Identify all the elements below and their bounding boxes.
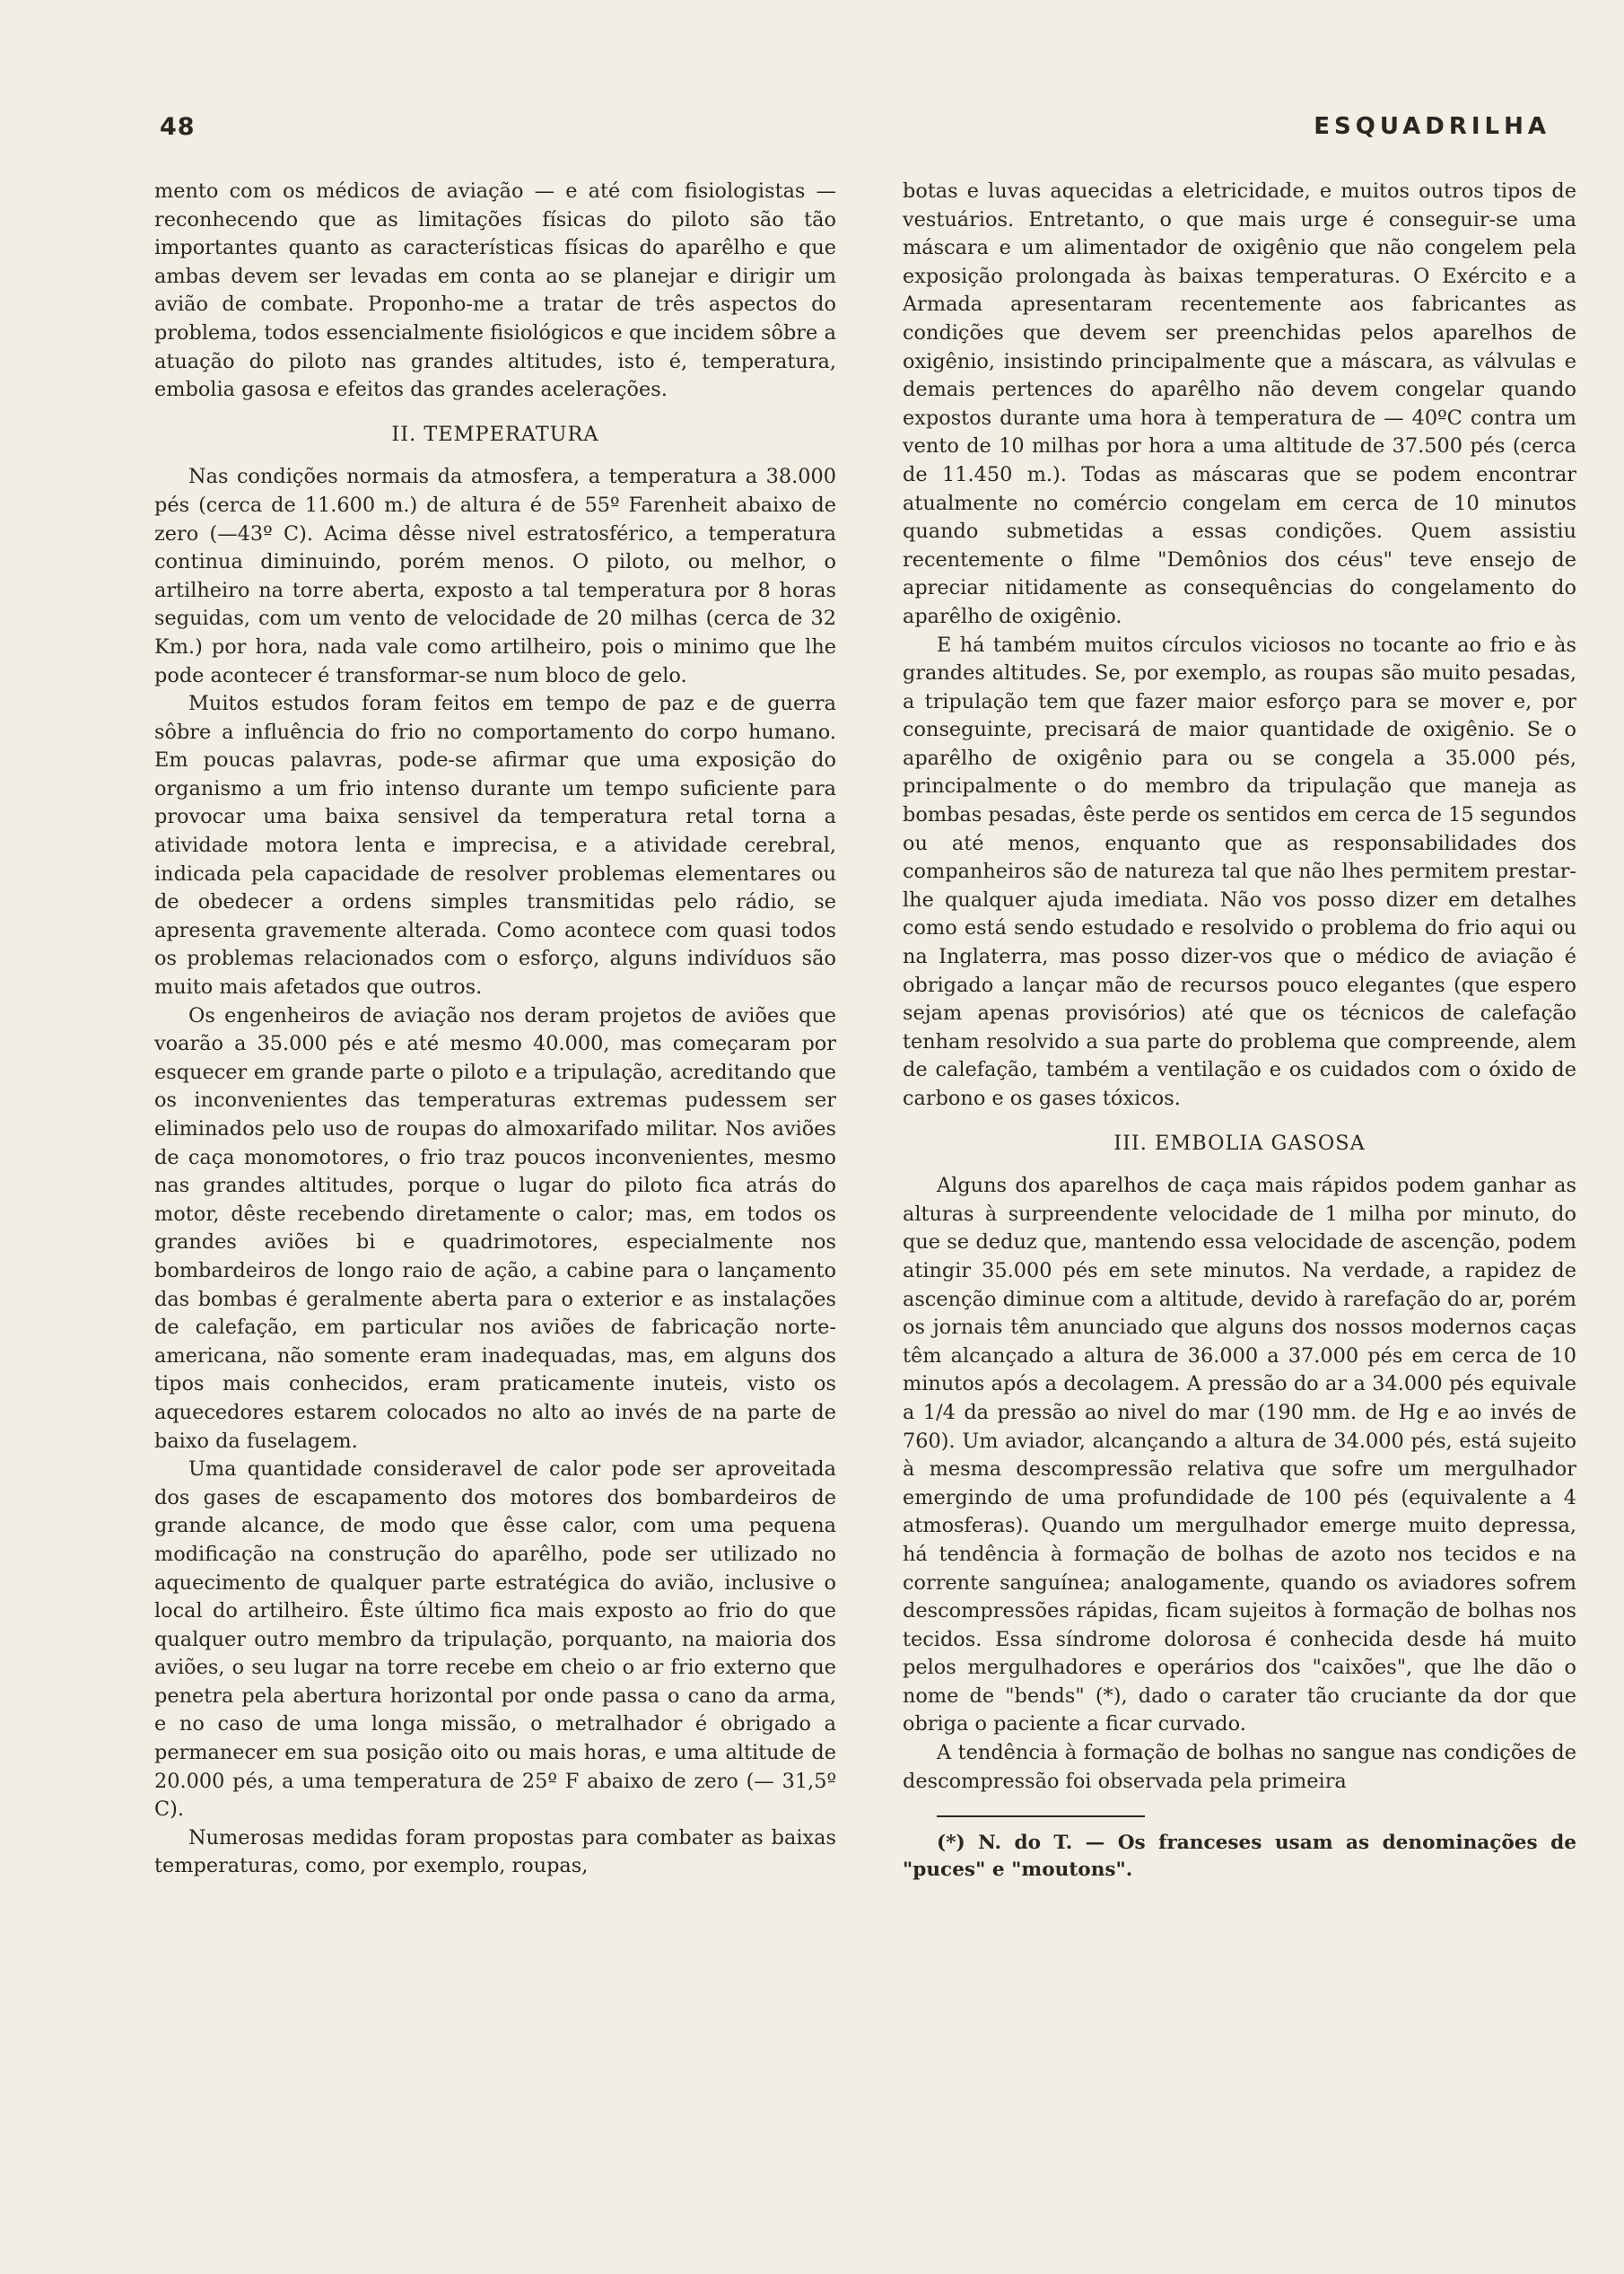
paragraph: botas e luvas aquecidas a eletricidade, e muitos outros tipos de vestuários. Entretanto, o que mais urge é conseguir-se uma máscara e um alimentador de oxigênio que não congelem pela exposição prolongada às baixas temperaturas. O Exército e a Armada apresentaram recentemente aos fabricantes as condições que devem ser preenchidas pelos aparelhos de oxigênio, insistindo principalmente que a máscara, as válvulas e demais pertences do aparêlho não devem congelar quando expostos durante uma hora à temperatura de — 40ºC contra um vento de 10 milhas por hora a uma altitude de 37.500 pés (cerca de 11.450 m.). Todas as máscaras que se podem encontrar atualmente no comércio congelam em cerca de 10 minutos quando submetidas a essas condições. Quem assistiu recentemente o filme "Demônios dos céus" teve ensejo de apreciar nitidamente as consequências do congelamento do aparêlho de oxigênio. xyxy=(903,179,1576,628)
paragraph: A tendência à formação de bolhas no sangue nas condições de descompressão foi observada pela primeira xyxy=(903,1741,1576,1793)
footnote-rule xyxy=(937,1815,1145,1817)
section-heading-temperatura: II. TEMPERATURA xyxy=(391,422,599,446)
section-heading-embolia: III. EMBOLIA GASOSA xyxy=(1113,1131,1366,1155)
right-column xyxy=(903,178,1576,1884)
paragraph: Nas condições normais da atmosfera, a temperatura a 38.000 pés (cerca de 11.600 m.) de altura é de 55º Farenheit abaixo de zero (—43º C). Acima dêsse nivel estratosférico, a temperatura continua diminuindo, porém menos. O piloto, ou melhor, o artilheiro na torre aberta, exposto a tal temperatura por 8 horas seguidas, com um vento de velocidade de 20 milhas (cerca de 32 Km.) por hora, nada vale como artilheiro, pois o minimo que lhe pode acontecer é transformar-se num bloco de gelo. xyxy=(154,465,836,687)
footnote xyxy=(903,1815,1576,1884)
running-title: ESQUADRILHA xyxy=(1314,113,1550,140)
page-number: 48 xyxy=(160,113,196,141)
paragraph: Muitos estudos foram feitos em tempo de paz e de guerra sôbre a influência do frio no comportamento do corpo humano. Em poucas palavras, pode-se afirmar que uma exposição do organismo a um frio intenso durante um tempo suficiente para provocar uma baixa sensivel da temperatura retal torna a atividade motora lenta e imprecisa, e a atividade cerebral, indicada pela capacidade de resolver problemas elementares ou de obedecer a ordens simples transmitidas pelo rádio, se apresenta gravemente alterada. Como acontece com quasi todos os problemas relacionados com o esforço, alguns indivíduos são muito mais afetados que outros. xyxy=(154,692,836,1000)
left-column xyxy=(154,178,836,1881)
paragraph: Alguns dos aparelhos de caça mais rápidos podem ganhar as alturas à surpreendente velocidade de 1 milha por minuto, do que se deduz que, mantendo essa velocidade de ascenção, podem atingir 35.000 pés em sete minutos. Na verdade, a rapidez de ascenção diminue com a altitude, devido à rarefação do ar, porém os jornais têm anunciado que alguns dos nossos modernos caças têm alcançado a altura de 36.000 a 37.000 pés em cerca de 10 minutos após a decolagem. A pressão do ar a 34.000 pés equivale a 1/4 da pressão ao nivel do mar (190 mm. de Hg e ao invés de 760). Um aviador, alcançando a altura de 34.000 pés, está sujeito à mesma descompressão relativa que sofre um mergulhador emergindo de uma profundidade de 100 pés (equivalente a 4 atmosferas). Quando um mergulhador emerge muito depressa, há tendência à formação de bolhas de azoto nos tecidos e na corrente sanguínea; analogamente, quando os aviadores sofrem descompressões rápidas, ficam sujeitos à formação de bolhas nos tecidos. Essa síndrome dolorosa é conhecida desde há muito pelos mergulhadores e operários dos "caixões", que lhe dão o nome de "bends" (*), dado o carater tão cruciante da dor que obriga o paciente a ficar curvado. xyxy=(903,1174,1576,1736)
paragraph: Os engenheiros de aviação nos deram projetos de aviões que voarão a 35.000 pés e até mesmo 40.000, mas começaram por esquecer em grande parte o piloto e a tripulação, acreditando que os inconvenientes das temperaturas extremas pudessem ser eliminados pelo uso de roupas do almoxarifado militar. Nos aviões de caça monomotores, o frio traz poucos inconvenientes, mesmo nas grandes altitudes, porque o lugar do piloto fica atrás do motor, dêste recebendo diretamente o calor; mas, em todos os grandes aviões bi e quadrimotores, especialmente nos bombardeiros de longo raio de ação, a cabine para o lançamento das bombas é geralmente aberta para o exterior e as instalações de calefação, em particular nos aviões de fabricação norte-americana, não somente eram inadequadas, mas, em alguns dos tipos mais conhecidos, eram praticamente inuteis, visto os aquecedores estarem colocados no alto ao invés de na parte de baixo da fuselagem. xyxy=(154,1003,836,1453)
paragraph: Uma quantidade consideravel de calor pode ser aproveitada dos gases de escapamento dos motores dos bombardeiros de grande alcance, de modo que êsse calor, com uma pequena modificação na construção do aparêlho, pode ser utilizado no aquecimento de qualquer parte estratégica do avião, inclusive o local do artilheiro. Êste último fica mais exposto ao frio do que qualquer outro membro da tripulação, porquanto, na maioria dos aviões, o seu lugar na torre recebe em cheio o ar frio externo que penetra pela abertura horizontal por onde passa o cano da arma, e no caso de uma longa missão, o metralhador é obrigado a permanecer em sua posição oito ou mais horas, e uma altitude de 20.000 pés, a uma temperatura de 25º F abaixo de zero (— 31,5º C). xyxy=(154,1457,836,1822)
footnote-text: (*) N. do T. — Os franceses usam as denominações de "puces" e "moutons". xyxy=(903,1832,1576,1882)
paragraph: E há também muitos círculos viciosos no tocante ao frio e às grandes altitudes. Se, por exemplo, as roupas são muito pesadas, a tripulação tem que fazer maior esforço para se mover e, por conseguinte, precisará de maior quantidade de oxigênio. Se o aparêlho de oxigênio para ou se congela a 35.000 pés, principalmente o do membro da tripulação que maneja as bombas pesadas, êste perde os sentidos em cerca de 15 segundos ou até menos, enquanto que as responsabilidades dos companheiros são de natureza tal que não lhes permitem prestar-lhe qualquer ajuda imediata. Não vos posso dizer em detalhes como está sendo estudado e resolvido o problema do frio aqui ou na Inglaterra, mas posso dizer-vos que o médico de aviação é obrigado a lançar mão de recursos pouco elegantes (que espero sejam apenas provisórios) até que os técnicos de calefação tenham resolvido a sua parte do problema que compreende, alem de calefação, também a ventilação e os cuidados com o óxido de carbono e os gases tóxicos. xyxy=(903,633,1576,1110)
paragraph: mento com os médicos de aviação — e até com fisiologistas — reconhecendo que as limitações físicas do piloto são tão importantes quanto as características físicas do aparêlho e que ambas devem ser levadas em conta ao se planejar e dirigir um avião de combate. Proponho-me a tratar de três aspectos do problema, todos essencialmente fisiológicos e que incidem sôbre a atuação do piloto nas grandes altitudes, isto é, temperatura, embolia gasosa e efeitos das grandes acelerações. xyxy=(154,179,836,402)
paragraph: Numerosas medidas foram propostas para combater as baixas temperaturas, como, por exemplo, roupas, xyxy=(154,1825,836,1878)
